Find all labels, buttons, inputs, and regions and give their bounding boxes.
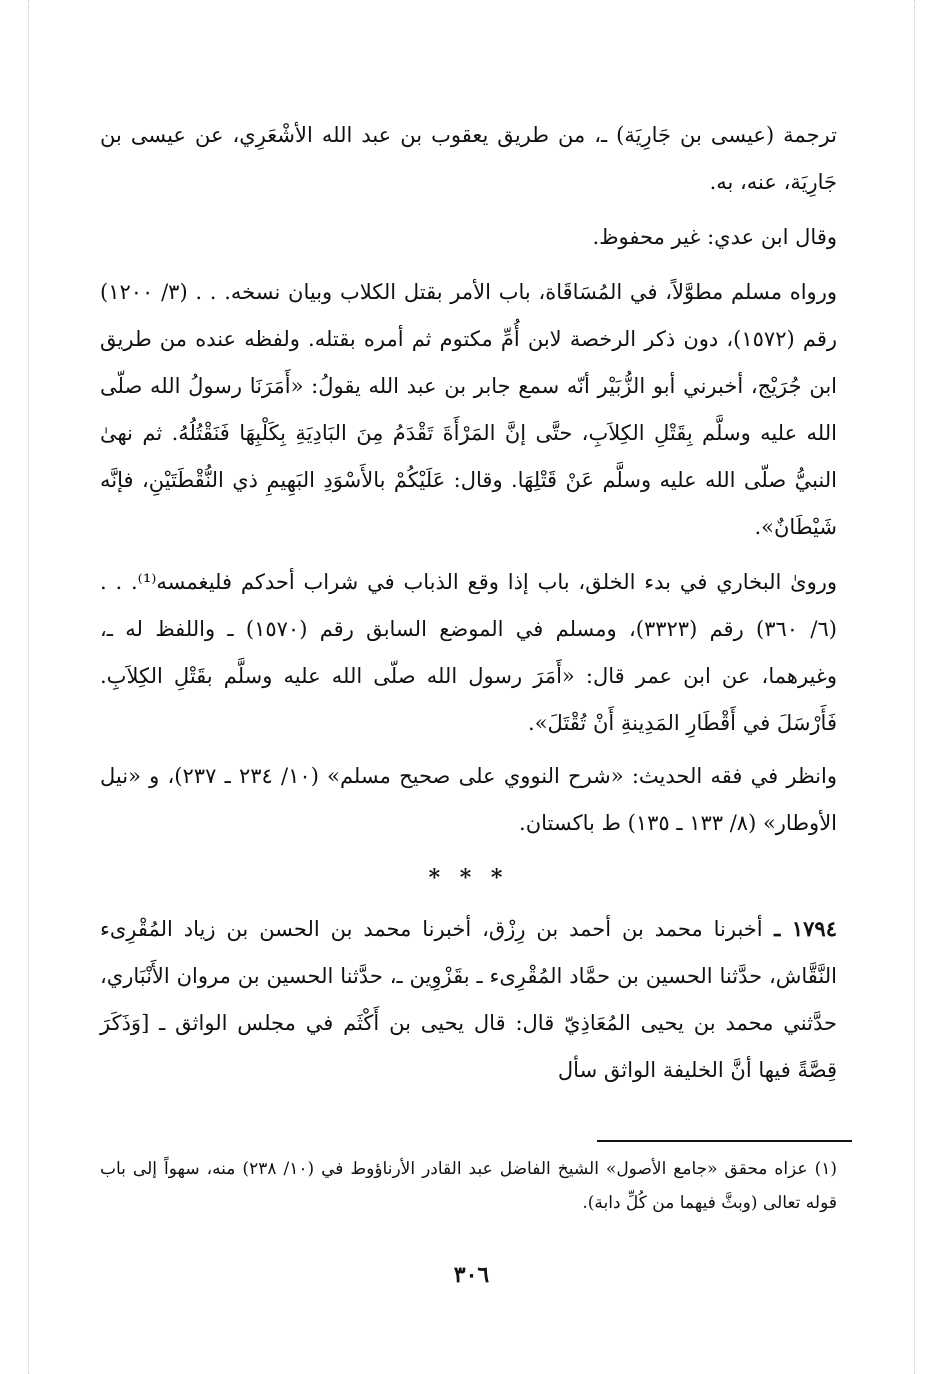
page-number: ٣٠٦ xyxy=(453,1262,490,1288)
footnote: (١) عزاه محقق «جامع الأصول» الشيخ الفاضل عبد القادر الأرناؤوط في (١٠/ ٢٣٨) منه، سهواً إلى باب قوله تعالى (وبثَّ فيهما من كُلِّ دابة). xyxy=(100,1159,837,1213)
paragraph-fiqh-reference: وانظر في فقه الحديث: «شرح النووي على صحيح مسلم» (١٠/ ٢٣٤ ـ ٢٣٧)، و «نيل الأوطار» (٨/ ١٣٣ ـ ١٣٥) ط باكستان. xyxy=(100,764,837,835)
hadith-number-dash: ـ xyxy=(762,916,792,941)
hadith-number: ١٧٩٤ xyxy=(791,916,837,941)
paragraph-muslim-narration: ورواه مسلم مطوَّلاً، في المُسَاقَاة، باب الأمر بقتل الكلاب وبيان نسخه. . . (٣/ ١٢٠٠) رقم (١٥٧٢)، دون ذكر الرخصة لابن أُمِّ مكتوم ثم أمره بقتله. ولفظه عنده من طريق ابن جُرَيْج، أخبرني أبو الزُّبَيْر أنّه سمع جابر بن عبد الله يقولُ: «أَمَرَنَا رسولُ الله صلّى الله عليه وسلَّم بِقَتْلِ الكِلاَبِ، حتَّى إنَّ المَرْأَةَ تَقْدَمُ مِنَ البَادِيَةِ بِكَلْبِهَا فَنَقْتُلُهُ. ثم نهىٰ النبيُّ صلّى الله عليه وسلَّم عَنْ قَتْلِهَا. وقال: عَلَيْكُمْ بالأَسْوَدِ البَهِيمِ ذي النُّقْطَتَيْنِ، فإنَّه شَيْطَانٌ». xyxy=(100,280,838,539)
left-margin-guide xyxy=(28,0,29,1374)
paragraph-transmission: ترجمة (عيسى بن جَارِيَة) ـ، من طريق يعقوب بن عبد الله الأشْعَرِي، عن عيسى بن جَارِيَة، عنه، به. xyxy=(100,123,837,194)
hadith-entry xyxy=(100,905,837,1094)
page-body xyxy=(100,112,837,1094)
footnote-divider xyxy=(597,1140,852,1142)
paragraph-ibn-adi: وقال ابن عدي: غير محفوظ. xyxy=(592,225,837,249)
right-margin-guide xyxy=(914,0,915,1374)
paragraph-bukhari-narration: ورویٰ البخاري في بدء الخلق، باب إذا وقع الذباب في شراب أحدكم فليغمسه⁽¹⁾. . . (٦/ ٣٦٠) رقم (٣٣٢٣)، ومسلم في الموضع السابق رقم (١٥٧٠) ـ واللفظ له ـ، وغيرهما، عن ابن عمر قال: «أَمَرَ رسول الله صلّى الله عليه وسلَّم بقَتْلِ الكِلاَبِ. فَأَرْسَلَ في أَقْطَارِ المَدِينةِ أَنْ تُقْتَلَ». xyxy=(100,570,837,735)
hadith-text: أخبرنا محمد بن أحمد بن رِزْق، أخبرنا محمد بن الحسن بن زياد المُقْرِىء النَّقَّاش، حدَّثنا الحسين بن حمَّاد المُقْرِىء ـ بقَزْوِين ـ، حدَّثنا الحسين بن مروان الأَنْبَاري، حدَّثني محمد بن يحيى المُعَاذِيّ قال: قال يحيى بن أَكْثَم في مجلس الواثق ـ [وَذَكَرَ قِصَّةً فيها أنَّ الخليفة الواثق سأل xyxy=(100,917,837,1082)
section-separator: * * * xyxy=(428,865,509,891)
